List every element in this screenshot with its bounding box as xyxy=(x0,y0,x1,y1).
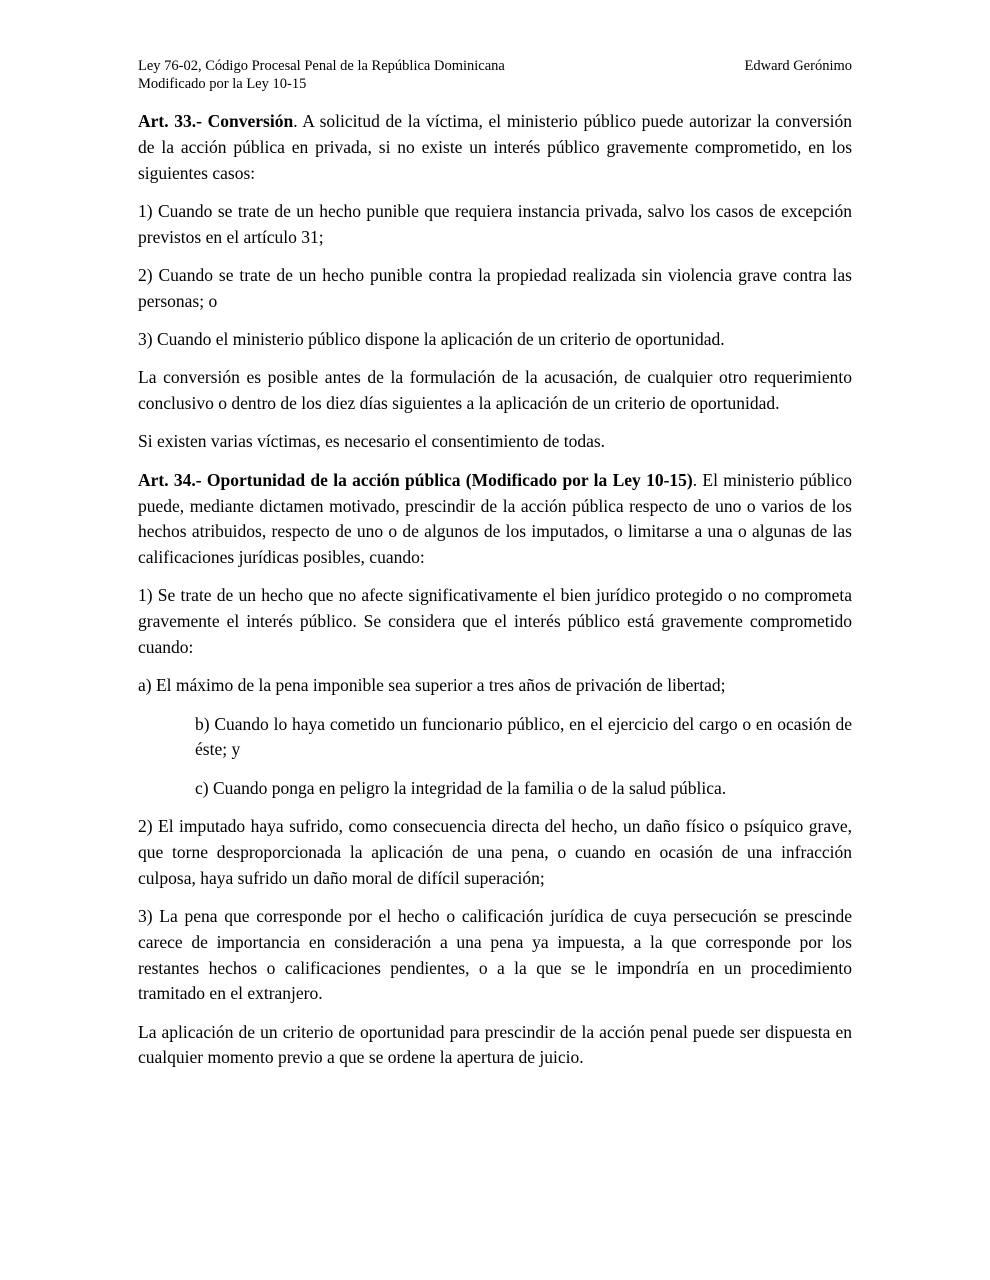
header-title-line2: Modificado por la Ley 10-15 xyxy=(138,76,307,92)
art33-case2: 2) Cuando se trate de un hecho punible contra la propiedad realizada sin violencia grave contra las personas; o xyxy=(138,264,852,311)
art34-intro-paragraph xyxy=(138,468,852,571)
art33-heading: Art. 33.- Conversión xyxy=(138,111,294,131)
art34-heading: Art. 34.- Oportunidad de la acción pública (Modificado por la Ley 10-15) xyxy=(138,469,693,490)
art33-conversion-paragraph: La conversión es posible antes de la formulación de la acusación, de cualquier otro requerimiento conclusivo o dentro de los diez días siguientes a la aplicación de un criterio de oportunidad. xyxy=(138,367,852,414)
header-title-line1: Ley 76-02, Código Procesal Penal de la República Dominicana xyxy=(138,58,505,74)
document-body xyxy=(138,109,852,1071)
art34-item2: 2) El imputado haya sufrido, como consecuencia directa del hecho, un daño físico o psíquico grave, que torne desproporcionada la aplicación de una pena, o cuando en ocasión de una infracción culposa, haya sufrido un daño moral de difícil superación; xyxy=(138,816,852,888)
document-page xyxy=(138,57,852,1084)
art34-item1b: b) Cuando lo haya cometido un funcionario público, en el ejercicio del cargo o en ocasión de éste; y xyxy=(195,713,852,760)
art33-intro-paragraph xyxy=(138,109,852,186)
art34-item1c: c) Cuando ponga en peligro la integridad de la familia o de la salud pública. xyxy=(195,777,727,798)
art33-victims-paragraph: Si existen varias víctimas, es necesario el consentimiento de todas. xyxy=(138,431,606,452)
page-header xyxy=(138,57,852,93)
art33-intro-text: . A solicitud de la víctima, el ministerio público puede autorizar la conversión de la acción pública en privada, si no existe un interés público gravemente comprometido, en los siguientes casos: xyxy=(138,111,852,183)
art34-item3: 3) La pena que corresponde por el hecho o calificación jurídica de cuya persecución se prescinde carece de importancia en consideración a una pena ya impuesta, a la que corresponde por los restantes hechos o calificaciones pendientes, o a la que se le impondría en un procedimiento tramitado en el extranjero. xyxy=(138,905,852,1004)
header-author: Edward Gerónimo xyxy=(744,58,852,74)
art33-case1: 1) Cuando se trate de un hecho punible que requiera instancia privada, salvo los casos de excepción previstos en el artículo 31; xyxy=(138,200,852,247)
art34-closing-paragraph: La aplicación de un criterio de oportunidad para prescindir de la acción penal puede ser dispuesta en cualquier momento previo a que se ordene la apertura de juicio. xyxy=(138,1021,852,1068)
art34-intro-text: . El ministerio público puede, mediante dictamen motivado, prescindir de la acción pública respecto de uno o varios de los hechos atribuidos, respecto de uno o de algunos de los imputados, o limitarse a una o algunas de las calificaciones jurídicas posibles, cuando: xyxy=(138,469,852,568)
art33-case3: 3) Cuando el ministerio público dispone la aplicación de un criterio de oportunidad. xyxy=(138,329,725,350)
art34-item1: 1) Se trate de un hecho que no afecte significativamente el bien jurídico protegido o no comprometa gravemente el interés público. Se considera que el interés público está gravemente comprometido cuando: xyxy=(138,585,852,658)
art34-item1a: a) El máximo de la pena imponible sea superior a tres años de privación de libertad; xyxy=(138,675,726,696)
